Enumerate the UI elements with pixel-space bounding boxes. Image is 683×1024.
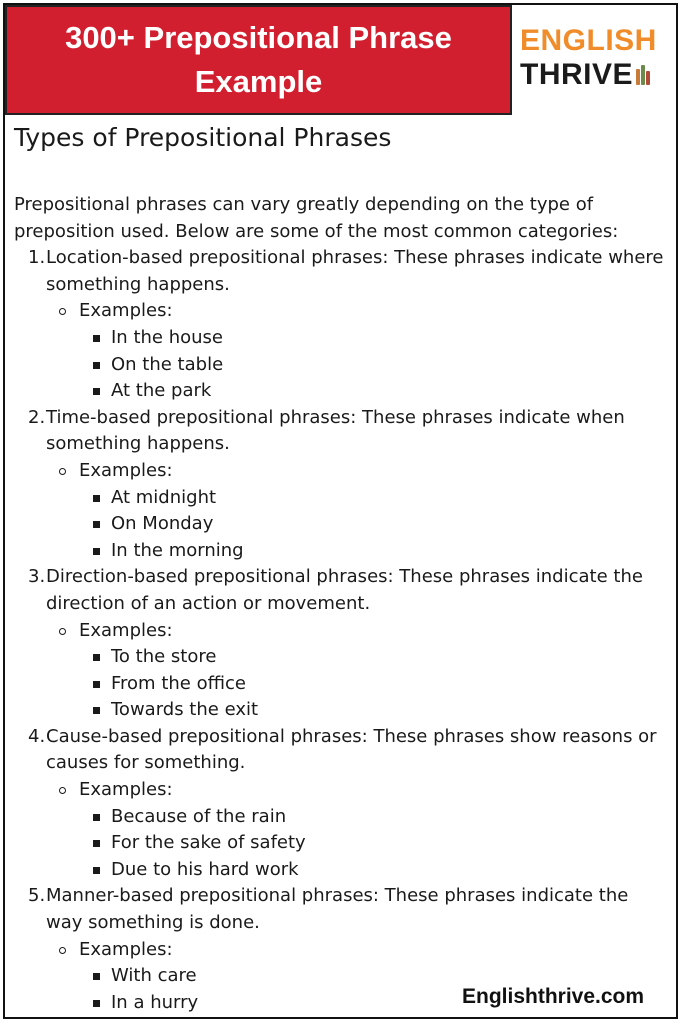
- example-text: Towards the exit: [111, 699, 259, 721]
- example-item: [79, 325, 664, 352]
- banner-title: 300+ Prepositional Phrase Example: [65, 20, 452, 99]
- example-item: [79, 804, 664, 831]
- example-item: [79, 644, 664, 671]
- example-text: To the store: [111, 646, 217, 668]
- example-item: [79, 485, 664, 512]
- square-bullet-icon: [93, 707, 100, 714]
- article-content: [14, 192, 664, 1016]
- examples-label: Examples:: [79, 300, 173, 322]
- category-number: 3.: [28, 566, 46, 588]
- square-bullet-icon: [93, 362, 100, 369]
- example-item: [79, 671, 664, 698]
- example-item: [79, 352, 664, 379]
- category-number: 1.: [28, 247, 46, 269]
- category-number: 5.: [28, 885, 46, 907]
- category-text: Direction-based prepositional phrases: These phrases indicate the direction of an action or movement.: [46, 566, 643, 614]
- category-item: [14, 245, 664, 405]
- category-text: Time-based prepositional phrases: These phrases indicate when something happens.: [46, 406, 625, 455]
- logo-line-1: ENGLISH: [520, 24, 657, 57]
- examples-label: Examples:: [79, 938, 173, 960]
- example-text: In the house: [111, 326, 223, 348]
- circle-bullet-icon: [59, 947, 66, 954]
- example-item: [79, 511, 664, 538]
- square-bullet-icon: [93, 521, 100, 528]
- category-item: [14, 724, 664, 884]
- category-text: Manner-based prepositional phrases: These phrases indicate the way something is done.: [46, 885, 629, 934]
- circle-bullet-icon: [59, 308, 66, 315]
- example-text: On the table: [111, 353, 224, 375]
- example-item: [79, 538, 664, 565]
- example-text: In the morning: [111, 539, 244, 561]
- square-bullet-icon: [93, 495, 100, 502]
- examples-item: [46, 298, 664, 404]
- examples-item: [46, 777, 664, 883]
- example-text: For the sake of safety: [111, 832, 306, 854]
- section-heading: Types of Prepositional Phrases: [14, 123, 392, 152]
- example-text: In a hurry: [111, 991, 199, 1013]
- example-text: On Monday: [111, 513, 214, 535]
- books-icon: [636, 65, 650, 85]
- intro-paragraph: Prepositional phrases can vary greatly depending on the type of preposition used. Below are some of the most common categories:: [14, 194, 619, 242]
- square-bullet-icon: [93, 654, 100, 661]
- english-thrive-logo: [520, 24, 670, 104]
- category-text: Location-based prepositional phrases: These phrases indicate where something happens.: [46, 247, 664, 295]
- category-item: [14, 405, 664, 565]
- category-number: 4.: [28, 725, 46, 747]
- square-bullet-icon: [93, 867, 100, 874]
- square-bullet-icon: [93, 840, 100, 847]
- square-bullet-icon: [93, 1000, 100, 1007]
- square-bullet-icon: [93, 335, 100, 342]
- circle-bullet-icon: [59, 468, 66, 475]
- square-bullet-icon: [93, 814, 100, 821]
- example-text: Because of the rain: [111, 805, 287, 827]
- category-text: Cause-based prepositional phrases: These phrases show reasons or causes for something.: [46, 725, 657, 774]
- category-list: [14, 245, 664, 1016]
- category-number: 2.: [28, 406, 46, 428]
- example-text: At the park: [111, 380, 212, 402]
- square-bullet-icon: [93, 388, 100, 395]
- logo-line-2: THRIVE: [520, 58, 634, 91]
- examples-label: Examples:: [79, 619, 173, 641]
- circle-bullet-icon: [59, 787, 66, 794]
- square-bullet-icon: [93, 681, 100, 688]
- example-item: [79, 378, 664, 405]
- examples-item: [46, 458, 664, 564]
- circle-bullet-icon: [59, 628, 66, 635]
- example-item: [79, 857, 664, 884]
- example-item: [79, 830, 664, 857]
- example-text: From the office: [111, 672, 246, 694]
- title-banner: [5, 5, 512, 115]
- site-url: Englishthrive.com: [462, 985, 645, 1008]
- example-text: Due to his hard work: [111, 858, 299, 880]
- square-bullet-icon: [93, 973, 100, 980]
- square-bullet-icon: [93, 548, 100, 555]
- example-item: [79, 697, 664, 724]
- example-text: With care: [111, 965, 197, 987]
- category-item: [14, 564, 664, 724]
- examples-item: [46, 618, 664, 724]
- example-text: At midnight: [111, 486, 217, 508]
- examples-label: Examples:: [79, 459, 173, 481]
- examples-label: Examples:: [79, 779, 173, 801]
